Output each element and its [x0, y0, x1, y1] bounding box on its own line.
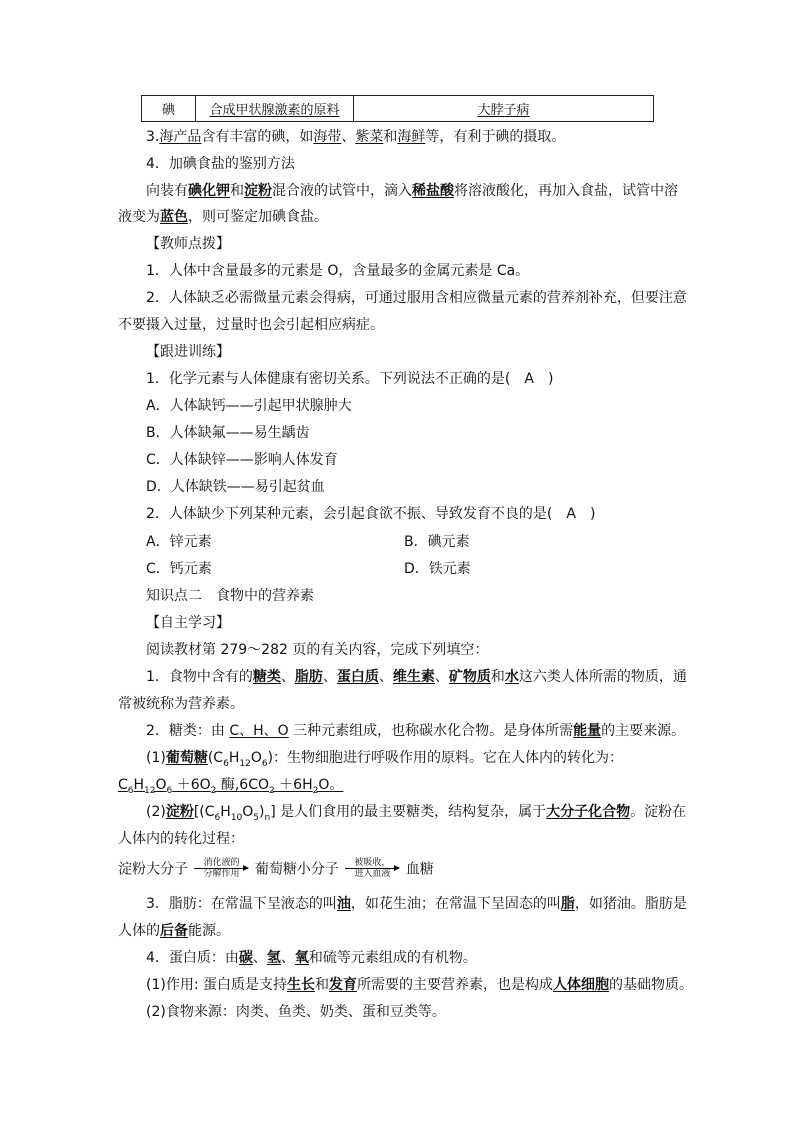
text-line: 4．加碘食盐的鉴别方法	[146, 156, 295, 172]
text-line: 人体的后备能源。	[118, 923, 230, 939]
arrow-icon: 消化液的 分解作用	[194, 858, 248, 879]
conversion-flow: 淀粉大分子 消化液的 分解作用 葡萄糖小分子 被吸收， 进入血液 血糖	[118, 858, 434, 879]
element-table	[141, 95, 654, 122]
text-line: (1)葡萄糖$(C_6H_{12}O_6)$：生物细胞进行呼吸作用的原料。它在人体内的转化为：	[146, 750, 624, 769]
text-line: 向装有碘化钾和淀粉混合液的试管中，滴入稀盐酸将溶液酸化，再加入食盐，试管中溶	[146, 183, 678, 199]
question: 2．人体缺少下列某种元素，会引起食欲不振、导致发育不良的是( A )	[146, 506, 596, 522]
text-line: 液变为蓝色，则可鉴定加碘食盐。	[118, 209, 328, 225]
option: C．人体缺锌——影响人体发育	[146, 452, 338, 468]
text-line: 不要摄入过量，过量时也会引起相应病症。	[118, 317, 384, 333]
option: B．人体缺氟——易生龋齿	[146, 425, 310, 441]
table-cell-element: 碘	[142, 96, 196, 122]
option: A．人体缺钙——引起甲状腺肿大	[146, 398, 352, 414]
text-line: (2)食物来源：肉类、鱼类、奶类、蛋和豆类等。	[146, 1004, 446, 1020]
option: D．铁元素	[404, 561, 471, 577]
text-line: 2．人体缺乏必需微量元素会得病，可通过服用含相应微量元素的营养剂补充，但要注意	[146, 290, 687, 306]
option: D．人体缺铁——易引起贫血	[146, 479, 325, 495]
section-heading: 【教师点拨】	[146, 236, 230, 252]
option: C．钙元素	[146, 561, 212, 577]
text-line: 3.海产品含有丰富的碘，如海带、紫菜和海鲜等，有利于碘的摄取。	[146, 129, 566, 145]
arrow-icon: 被吸收， 进入血液	[345, 858, 399, 879]
option: A．锌元素	[146, 534, 212, 550]
question: 1．化学元素与人体健康有密切关系。下列说法不正确的是( A )	[146, 371, 554, 387]
table-cell-function: 合成甲状腺激素的原料	[196, 96, 354, 122]
table-row	[142, 96, 654, 122]
text-line: 3．脂肪：在常温下呈液态的叫油，如花生油；在常温下呈固态的叫脂，如猪油。脂肪是	[146, 896, 687, 912]
text-line: 4．蛋白质：由碳、氢、氧和硫等元素组成的有机物。	[146, 950, 477, 966]
section-heading: 【自主学习】	[146, 615, 230, 631]
text-line: 人体内的转化过程：	[118, 831, 244, 847]
equation: $C_6H_{12}O_6 +6O_2$ 酶$,6CO_2 +6H_2O$。	[118, 777, 344, 796]
text-line: (1)作用: 蛋白质是支持生长和发育所需要的主要营养素，也是构成人体细胞的基础物质。	[146, 977, 693, 993]
section-title: 知识点二 食物中的营养素	[146, 588, 314, 604]
text-line: (2)淀粉$[(C_6H_{10}O_5)_n]$ 是人们食用的最主要糖类，结构复杂，属于大分子化合物。淀粉在	[146, 804, 687, 823]
text-line: 常被统称为营养素。	[118, 696, 244, 712]
text-line: 2．糖类：由 C、H、O 三种元素组成，也称碳水化合物。是身体所需能量的主要来源。	[146, 723, 686, 739]
text-line: 阅读教材第 279～282 页的有关内容，完成下列填空：	[146, 642, 489, 658]
table-cell-disease: 大脖子病	[354, 96, 654, 122]
option: B．碘元素	[404, 534, 470, 550]
text-line: 1．食物中含有的糖类、脂肪、蛋白质、维生素、矿物质和水这六类人体所需的物质，通	[146, 669, 687, 685]
text-line: 1．人体中含量最多的元素是 O，含量最多的金属元素是 Ca。	[146, 263, 530, 279]
section-heading: 【跟进训练】	[146, 344, 230, 360]
